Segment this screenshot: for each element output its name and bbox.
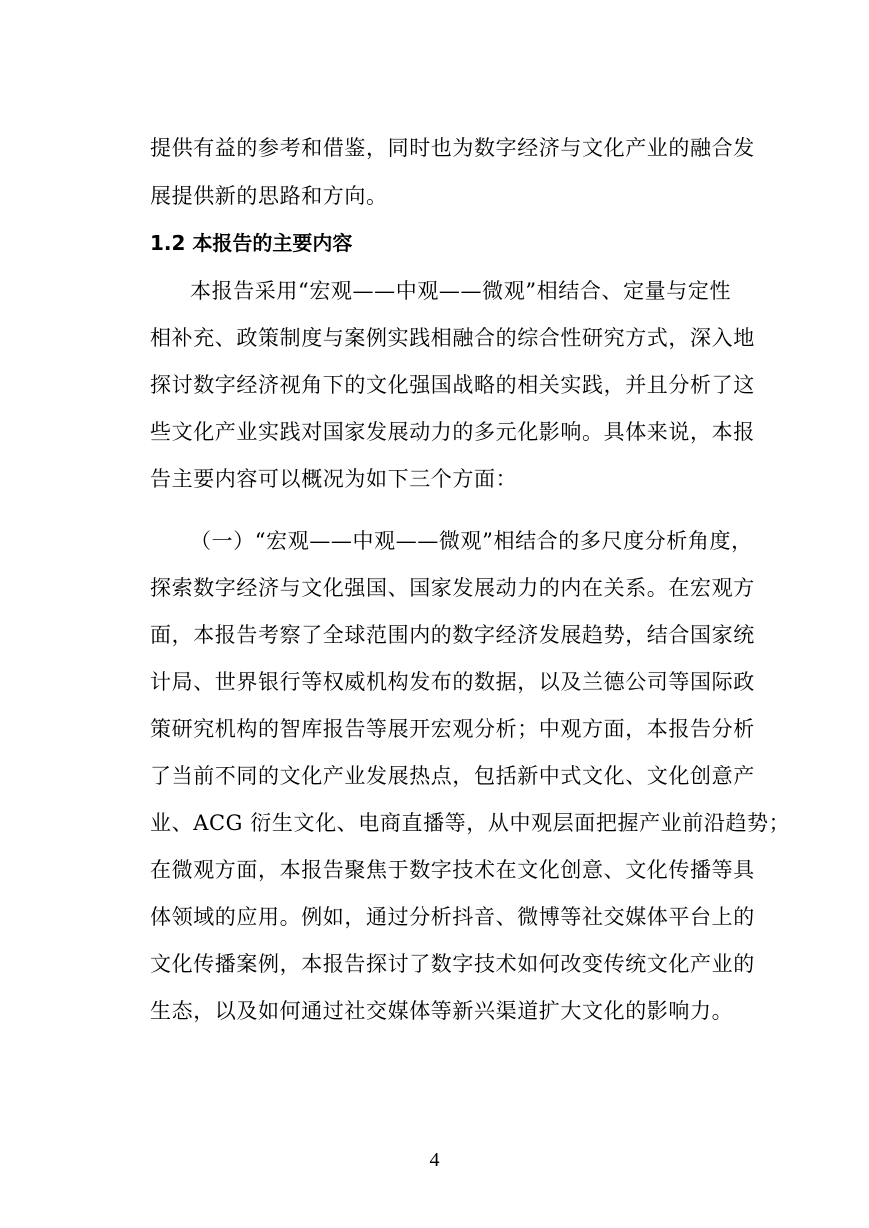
paragraph2-line-1: （一）“宏观——中观——微观”相结合的多尺度分析角度，: [190, 529, 753, 553]
paragraph1-line-3: 探讨数字经济视角下的文化强国战略的相关实践，并且分析了这: [150, 373, 755, 397]
paragraph2-line-6: 了当前不同的文化产业发展热点，包括新中式文化、文化创意产: [150, 764, 755, 788]
intro-line-2: 展提供新的思路和方向。: [150, 184, 388, 208]
paragraph1-line-1: 本报告采用“宏观——中观——微观”相结合、定量与定性: [190, 279, 732, 303]
paragraph2-line-5: 策研究机构的智库报告等展开宏观分析；中观方面，本报告分析: [150, 717, 755, 741]
intro-line-1: 提供有益的参考和借鉴，同时也为数字经济与文化产业的融合发: [150, 136, 755, 160]
paragraph2-line-9: 体领域的应用。例如，通过分析抖音、微博等社交媒体平台上的: [150, 905, 755, 929]
paragraph2-line-3: 面，本报告考察了全球范围内的数字经济发展趋势，结合国家统: [150, 623, 755, 647]
paragraph2-line-7: 业、ACG 衍生文化、电商直播等，从中观层面把握产业前沿趋势；: [150, 811, 791, 835]
page-number: 4: [429, 1149, 440, 1171]
paragraph1-line-5: 告主要内容可以概况为如下三个方面：: [150, 467, 518, 491]
paragraph1-line-2: 相补充、政策制度与案例实践相融合的综合性研究方式，深入地: [150, 326, 755, 350]
paragraph2-line-10: 文化传播案例，本报告探讨了数字技术如何改变传统文化产业的: [150, 952, 755, 976]
section-heading: 1.2 本报告的主要内容: [150, 231, 353, 255]
paragraph2-line-2: 探索数字经济与文化强国、国家发展动力的内在关系。在宏观方: [150, 576, 755, 600]
paragraph1-line-4: 些文化产业实践对国家发展动力的多元化影响。具体来说，本报: [150, 420, 755, 444]
paragraph2-line-8: 在微观方面，本报告聚焦于数字技术在文化创意、文化传播等具: [150, 858, 755, 882]
paragraph2-line-4: 计局、世界银行等权威机构发布的数据，以及兰德公司等国际政: [150, 670, 755, 694]
paragraph2-line-11: 生态，以及如何通过社交媒体等新兴渠道扩大文化的影响力。: [150, 999, 734, 1023]
